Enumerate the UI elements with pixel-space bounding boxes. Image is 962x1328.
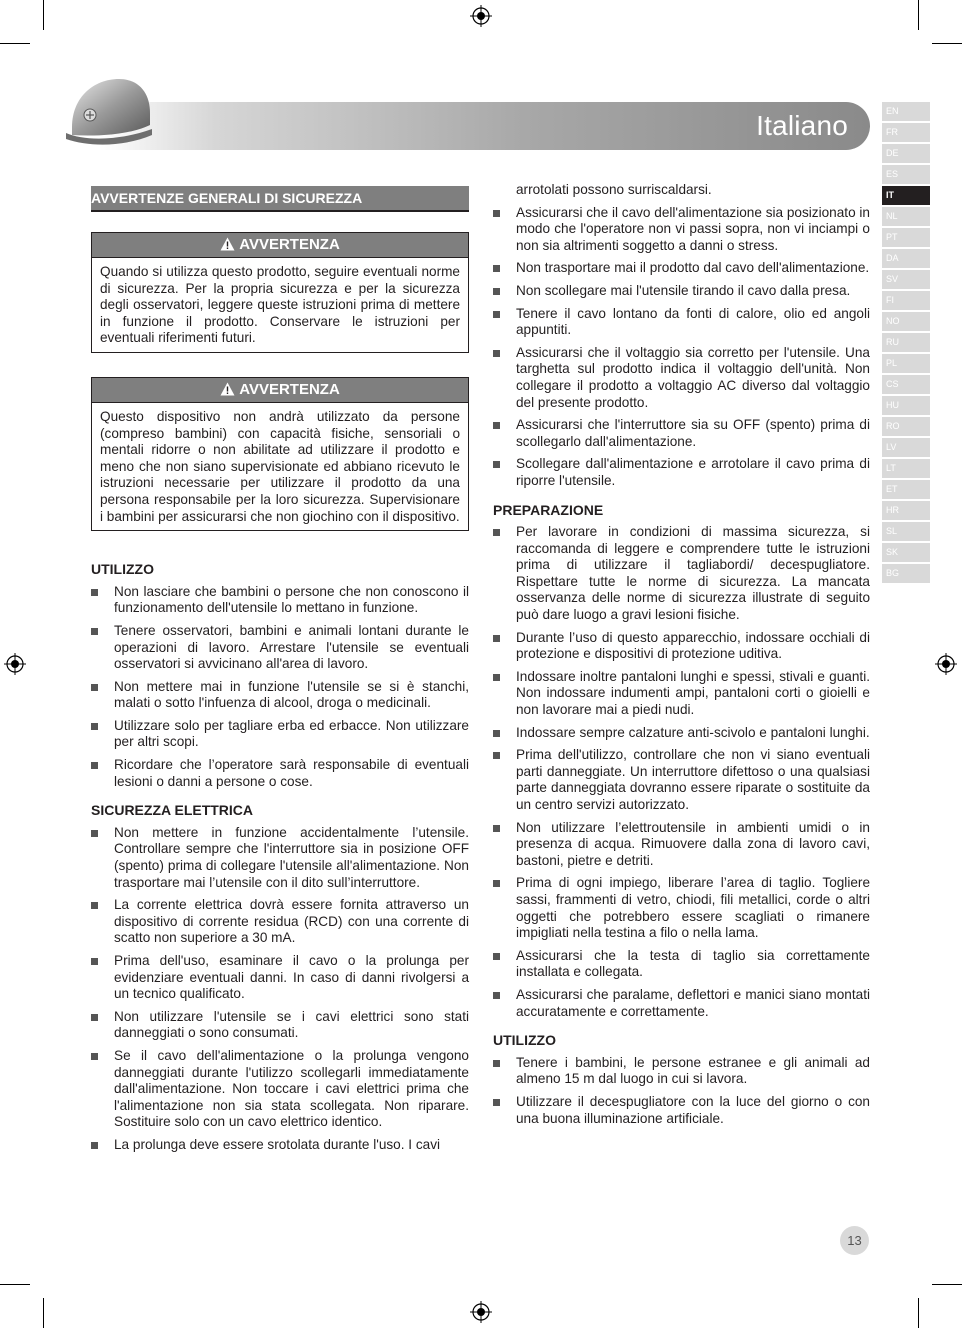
list-item: Utilizzare solo per tagliare erba ed erbacce. Non utilizzare per altri scopi. bbox=[91, 718, 469, 751]
right-column bbox=[493, 182, 870, 1133]
warning-box bbox=[91, 377, 469, 531]
crop-mark bbox=[43, 0, 44, 30]
language-tab-hu: HU bbox=[882, 396, 930, 415]
sicurezza-elettrica-list bbox=[91, 825, 469, 1154]
list-item: Non trasportare mai il prodotto dal cavo dell'alimentazione. bbox=[493, 260, 870, 277]
subsection-heading: UTILIZZO bbox=[91, 561, 154, 578]
list-item: Prima di ogni impiego, liberare l’area di taglio. Togliere sassi, frammenti di vetro, chiodi, fili metallici, corde o altri oggetti che potrebbero essere scagliati o rimanere impigliati nella testina a filo o nella lama. bbox=[493, 875, 870, 941]
continuation-text: arrotolati possono surriscaldarsi. bbox=[516, 182, 712, 197]
list-item: Assicurarsi che il voltaggio sia corretto per l'utensile. Una targhetta sul prodotto indica il voltaggio dell'unità. Non collegare il prodotto a voltaggio AC diverso dal voltaggio del presente prodotto. bbox=[493, 345, 870, 411]
list-item: Indossare inoltre pantaloni lunghi e spessi, stivali e guanti. Non indossare indumenti ampi, pantaloni corti o gioielli e non lavorare mai a piedi nudi. bbox=[493, 669, 870, 719]
warning-box bbox=[91, 232, 469, 353]
list-item: Per lavorare in condizioni di massima sicurezza, si raccomanda di leggere e comprendere tutte le istruzioni prima di utilizzare il tagliabordi/ decespugliatore. Rispettare tutte le norme di sicurezza. La mancata osservanza delle norme di sicurezza illustrate di seguito può dare luogo a gravi lesioni fisiche. bbox=[493, 524, 870, 624]
list-item: La prolunga deve essere srotolata durante l'uso. I cavi bbox=[91, 1137, 469, 1154]
crop-mark bbox=[0, 1284, 30, 1285]
helmet-icon bbox=[64, 75, 154, 150]
registration-mark-icon bbox=[935, 653, 957, 675]
list-item: Prima dell'uso, esaminare il cavo o la prolunga per evidenziare eventuali danni. In caso di danni rivolgersi a un tecnico qualificato. bbox=[91, 953, 469, 1003]
list-item: Durante l’uso di questo apparecchio, indossare occhiali di protezione e dispositivi di protezione uditiva. bbox=[493, 630, 870, 663]
language-tab-hr: HR bbox=[882, 501, 930, 520]
warning-triangle-icon bbox=[220, 237, 235, 251]
warning-header bbox=[92, 378, 468, 403]
registration-mark-icon bbox=[470, 1301, 492, 1323]
list-item: Tenere osservatori, bambini e animali lontani durante le operazioni di lavoro. Arrestare l'utensile se eventuali osservatori si avvicinano all'area di lavoro. bbox=[91, 623, 469, 673]
section-title: AVVERTENZE GENERALI DI SICUREZZA bbox=[91, 186, 469, 212]
crop-mark bbox=[932, 43, 962, 44]
crop-mark bbox=[43, 1298, 44, 1328]
language-tab-no: NO bbox=[882, 312, 930, 331]
preparazione-list bbox=[493, 524, 870, 1020]
list-item: Non utilizzare l'utensile se i cavi elettrici sono stati danneggiati o sono consumati. bbox=[91, 1009, 469, 1042]
warning-title: AVVERTENZA bbox=[239, 380, 340, 398]
language-tab-sk: SK bbox=[882, 543, 930, 562]
list-item: Non lasciare che bambini o persone che non conoscono il funzionamento dell'utensile lo mettano in funzione. bbox=[91, 584, 469, 617]
left-column bbox=[91, 186, 469, 1160]
list-item: Prima dell'utilizzo, controllare che non vi siano eventuali parti danneggiate. Un interruttore difettoso o una qualsiasi parte danneggiata dovranno essere riparate o sostituite da un centro servizi autorizzato. bbox=[493, 747, 870, 813]
language-tab-ro: RO bbox=[882, 417, 930, 436]
crop-mark bbox=[918, 1298, 919, 1328]
list-item: Indossare sempre calzature anti-scivolo e pantaloni lunghi. bbox=[493, 725, 870, 742]
list-item: La corrente elettrica dovrà essere fornita attraverso un dispositivo di corrente residua (RCD) con una corrente di scatto non superiore a 30 mA. bbox=[91, 897, 469, 947]
list-item: Utilizzare il decespugliatore con la luce del giorno o con una buona illuminazione artificiale. bbox=[493, 1094, 870, 1127]
language-tab-fi: FI bbox=[882, 291, 930, 310]
subsection-heading: SICUREZZA ELETTRICA bbox=[91, 802, 254, 819]
warning-header bbox=[92, 233, 468, 258]
list-item: Non scollegare mai l'utensile tirando il cavo dalla presa. bbox=[493, 283, 870, 300]
list-item: Assicurarsi che il cavo dell'alimentazione sia posizionato in modo che l'operatore non vi passi sopra, non vi inciampi o non sia altrimenti soggetto a danni o stress. bbox=[493, 205, 870, 255]
language-tab-cs: CS bbox=[882, 375, 930, 394]
language-tab-pt: PT bbox=[882, 228, 930, 247]
list-item: Tenere il cavo lontano da fonti di calore, olio ed angoli appuntiti. bbox=[493, 306, 870, 339]
warning-title: AVVERTENZA bbox=[239, 236, 340, 253]
list-item: Non utilizzare l’elettroutensile in ambienti umidi o in presenza di acqua. Rimuovere dalla zona di lavoro cavi, bastoni, pietre e detriti. bbox=[493, 820, 870, 870]
page-number: 13 bbox=[840, 1226, 869, 1255]
language-tabs bbox=[882, 102, 930, 585]
language-tab-sv: SV bbox=[882, 270, 930, 289]
registration-mark-icon bbox=[470, 5, 492, 27]
language-tab-en: EN bbox=[882, 102, 930, 121]
language-tab-da: DA bbox=[882, 249, 930, 268]
list-item: Non mettere in funzione accidentalmente l’utensile. Controllare sempre che l'interruttore sia in posizione OFF (spento) prima di collegare l'utensile all'alimentazione. Non trasportare mai l’utensile con il dito sull’interruttore. bbox=[91, 825, 469, 891]
list-item: Tenere i bambini, le persone estranee e gli animali ad almeno 15 m dal luogo in cui si lavora. bbox=[493, 1055, 870, 1088]
crop-mark bbox=[918, 0, 919, 30]
list-item: Non mettere mai in funzione l'utensile se si è stanchi, malati o sotto l'infuenza di alcool, droga o medicinali. bbox=[91, 679, 469, 712]
language-tab-it: IT bbox=[882, 186, 930, 205]
subsection-heading: PREPARAZIONE bbox=[493, 501, 604, 518]
crop-mark bbox=[0, 43, 30, 44]
list-item: Assicurarsi che paralame, deflettori e manici siano montati accuratamente e correttamente. bbox=[493, 987, 870, 1020]
page-title: Italiano bbox=[756, 110, 848, 141]
language-tab-pl: PL bbox=[882, 354, 930, 373]
utilizzo-list bbox=[91, 584, 469, 791]
language-tab-et: ET bbox=[882, 480, 930, 499]
list-item: Ricordare che l’operatore sarà responsabile di eventuali lesioni o danni a persone o cose. bbox=[91, 757, 469, 790]
language-tab-lv: LV bbox=[882, 438, 930, 457]
language-tab-nl: NL bbox=[882, 207, 930, 226]
utilizzo-list bbox=[493, 1055, 870, 1127]
language-tab-fr: FR bbox=[882, 123, 930, 142]
registration-mark-icon bbox=[4, 653, 26, 675]
language-tab-sl: SL bbox=[882, 522, 930, 541]
language-tab-ru: RU bbox=[882, 333, 930, 352]
crop-mark bbox=[932, 1284, 962, 1285]
warning-text: Quando si utilizza questo prodotto, seguire eventuali norme di sicurezza. Per la propria sicurezza e per la sicurezza degli osservatori, leggere queste istruzioni prima di mettere in funzione il prodotto. Conservare le istruzioni per eventuali riferimenti futuri. bbox=[100, 264, 460, 346]
language-tab-de: DE bbox=[882, 144, 930, 163]
header-band bbox=[100, 102, 870, 150]
list-item: Scollegare dall'alimentazione e arrotolare il cavo prima di riporre l'utensile. bbox=[493, 456, 870, 489]
subsection-heading: UTILIZZO bbox=[493, 1032, 556, 1049]
warning-text: Questo dispositivo non andrà utilizzato da persone (compreso bambini) con capacità fisiche, sensoriali o mentali ridorre o non abilitate ad utilizzare il prodotto e meno che non siano supervisionate ed abbiano ricevuto le istruzioni necessarie per utilizzare il prodotto da una persona responsabile per la loro sicurezza. Supervisionare i bambini per assicurarsi che non giochino con il dispositivo. bbox=[100, 408, 460, 524]
list-item: Assicurarsi che l'interruttore sia su OFF (spento) prima di scollegarlo dall'alimentazione. bbox=[493, 417, 870, 450]
warning-triangle-icon bbox=[220, 382, 235, 396]
cable-safety-list bbox=[493, 205, 870, 490]
language-tab-lt: LT bbox=[882, 459, 930, 478]
language-tab-es: ES bbox=[882, 165, 930, 184]
language-tab-bg: BG bbox=[882, 564, 930, 583]
list-item: Se il cavo dell'alimentazione o la prolunga vengono danneggiati durante l'utilizzo scollegarli immediatamente dall'alimentazione. Non toccare i cavi elettrici prima che l'alimentazione non sia stata scollegata. Non riparare. Sostituire solo con un cavo elettrico identico. bbox=[91, 1048, 469, 1131]
list-item: Assicurarsi che la testa di taglio sia correttamente installata e collegata. bbox=[493, 948, 870, 981]
